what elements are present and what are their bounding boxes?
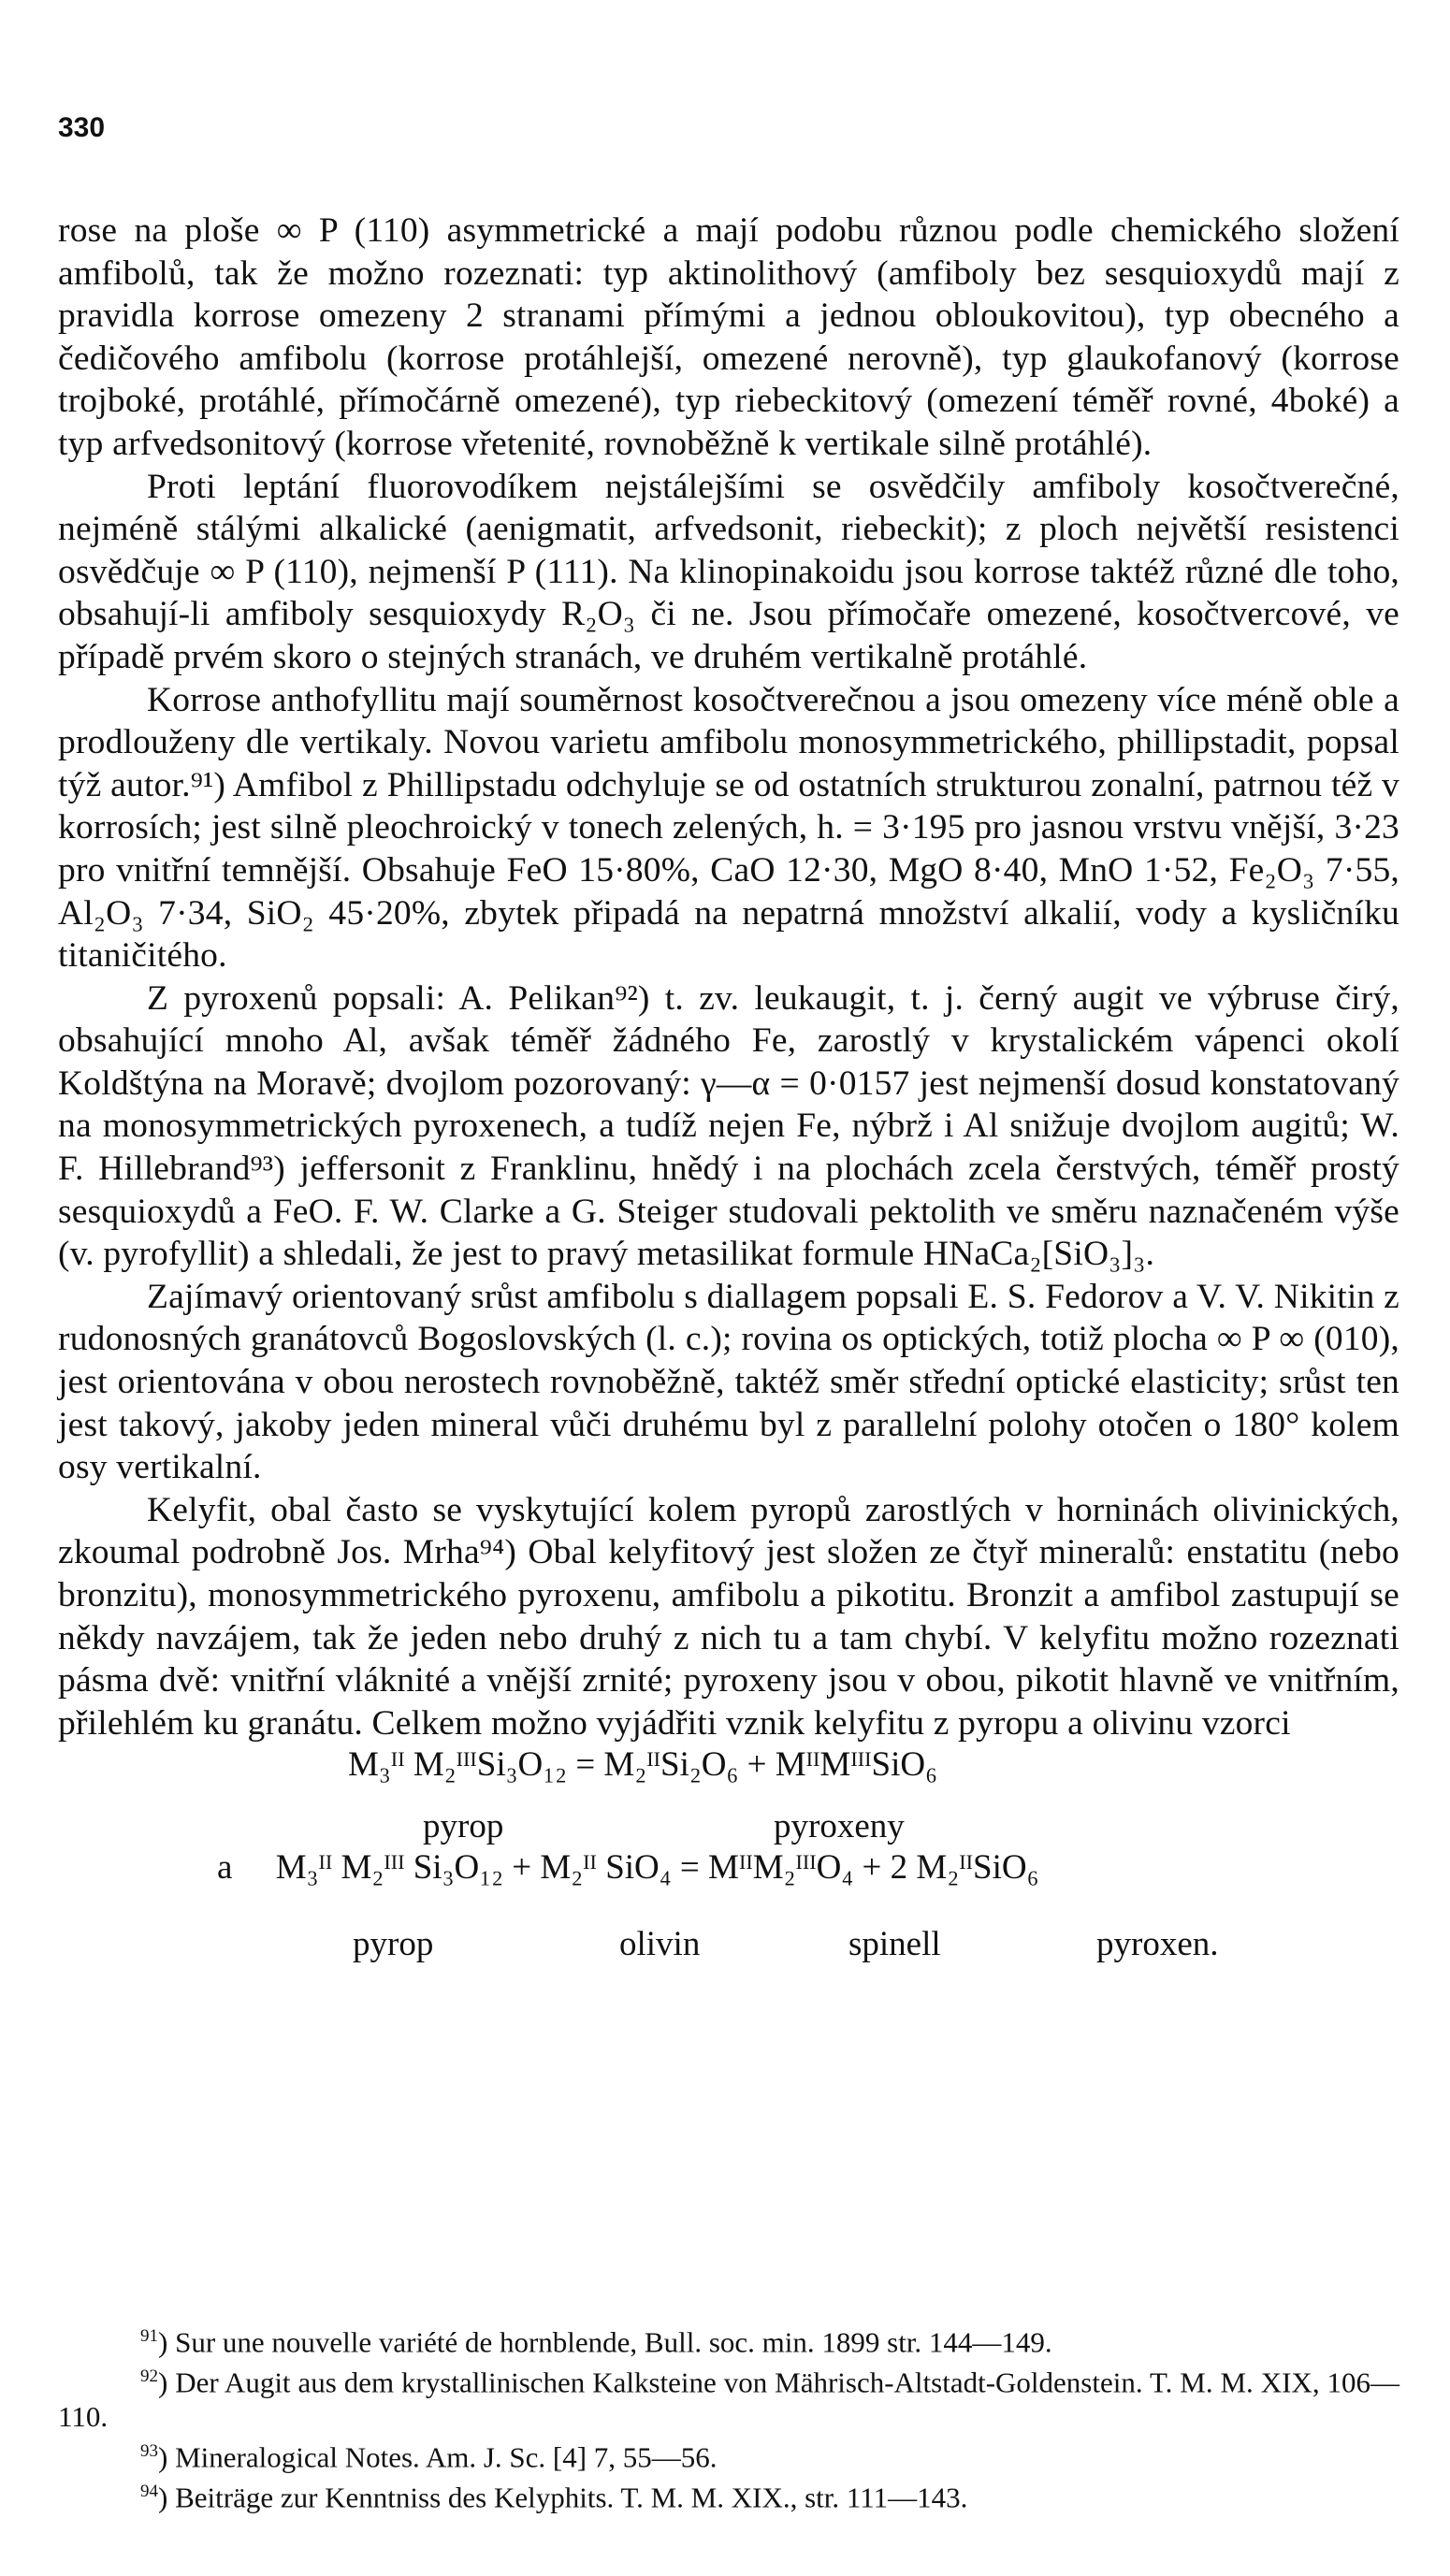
footnote-94: $^{94}$) Beiträge zur Kenntniss des Kelyphits. T. M. M. XIX., str. 111—143. xyxy=(140,2481,968,2514)
label-pyrop-2: pyrop xyxy=(353,1925,434,1964)
main-text xyxy=(58,210,1399,1978)
label-pyrop-1: pyrop xyxy=(423,1807,504,1846)
paragraph-1: rose na ploše ∞ P (110) asymmetrické a mají podobu různou podle chemického složení amfibolů, tak že možno rozeznati: typ aktinolithový (amfiboly bez sesquioxydů mají z pravidla korrose omezeny 2 stranami přímými a jednou obloukovitou), typ obecného a čedičového amfibolu (korrose protáhlejší, omezené nerovně), typ glaukofanový (korrose trojboké, protáhlé, přímočárně omezené), typ riebeckitový (omezení téměř rovné, 4boké) a typ arfvedsonitový (korrose vřetenité, rovnoběžně k vertikale silně protáhlé). xyxy=(58,211,1399,463)
paragraph-2: Proti leptání fluorovodíkem nejstálejšími se osvědčily amfiboly kosočtverečné, nejméně stálými alkalické (aenigmatit, arfvedsonit, riebeckit); z ploch největší resistenci osvědčuje ∞ P (110), nejmenší P (111). Na klinopinakoidu jsou korrose taktéž různé dle toho, obsahují-li amfiboly sesquioxydy R₂O₃ či ne. Jsou přímočaře omezené, kosočtvercové, ve případě prvém skoro o stejných stranách, ve druhém vertikalně protáhlé. xyxy=(58,467,1399,676)
paragraph-4: Z pyroxenů popsali: A. Pelikan⁹²) t. zv. leukaugit, t. j. černý augit ve výbruse čirý, obsahující mnoho Al, avšak téměř žádného Fe, zarostlý v krystalickém vápenci okolí Koldštýna na Moravě; dvojlom pozorovaný: γ—α = 0·0157 jest nejmenší dosud konstatovaný na monosymmetrických pyroxenech, a tudíž nejen Fe, nýbrž i Al snižuje dvojlom augitů; W. F. Hillebrand⁹³) jeffersonit z Franklinu, hnědý i na plochách zcela čerstvých, téměř prostý sesquioxydů a FeO. F. W. Clarke a G. Steiger studovali pektolith ve směru naznačeném výše (v. pyrofyllit) a shledali, že jest to pravý metasilikat formule HNaCa₂[SiO₃]₃. xyxy=(58,978,1399,1274)
footnote-mark: 92 xyxy=(140,2366,158,2387)
footnote-93: $^{93}$) Mineralogical Notes. Am. J. Sc. [4] 7, 55—56. xyxy=(140,2439,718,2473)
footnotes xyxy=(58,2320,1399,2515)
footnote-text: Beiträge zur Kenntniss des Kelyphits. T. M. M. XIX., str. 111—143. xyxy=(175,2481,968,2514)
footnote-92: $^{92}$) Der Augit aus dem krystallinischen Kalksteine von Mährisch-Altstadt-Goldenstein. T. M. M. XIX, 106—110. xyxy=(58,2366,1399,2433)
paragraph-3: Korrose anthofyllitu mají souměrnost kosočtverečnou a jsou omezeny více méně oble a prodlouženy dle vertikaly. Novou varietu amfibolu monosymmetrického, phillipstadit, popsal týž autor.⁹¹) Amfibol z Phillipstadu odchyluje se od ostatních strukturou zonalní, patrnou též v korrosích; jest silně pleochroický v tonech zelených, h. = 3·195 pro jasnou vrstvu vnější, 3·23 pro vnitřní temnější. Obsahuje FeO 15·80%, CaO 12·30, MgO 8·40, MnO 1·52, Fe₂O₃ 7·55, Al₂O₃ 7·34, SiO₂ 45·20%, zbytek připadá na nepatrná množství alkalií, vody a kysličníku titaničitého. xyxy=(58,680,1399,976)
footnote-mark: 91 xyxy=(140,2326,158,2346)
formula-line-1: M₃ᴵᴵ M₂ᴵᴵᴵSi₃O₁₂ = M₂ᴵᴵSi₂O₆ + MᴵᴵMᴵᴵᴵSiO₆ xyxy=(348,1745,937,1785)
footnote-mark: 93 xyxy=(140,2440,158,2461)
label-pyroxen: pyroxen. xyxy=(1096,1925,1219,1964)
label-pyroxeny: pyroxeny xyxy=(774,1807,905,1846)
footnote-text: Der Augit aus dem krystallinischen Kalksteine von Mährisch-Altstadt-Goldenstein. T. M. M. XIX, 106—110. xyxy=(58,2366,1399,2433)
footnote-mark: 94 xyxy=(140,2481,158,2501)
label-spinell: spinell xyxy=(848,1925,941,1964)
formula-line-2 xyxy=(217,1847,1038,1888)
footnote-91: $^{91}$) Sur une nouvelle variété de hornblende, Bull. soc. min. 1899 str. 144—149. xyxy=(140,2325,1052,2359)
formula-line-2-body: M₃ᴵᴵ M₂ᴵᴵᴵ Si₃O₁₂ + M₂ᴵᴵ SiO₄ = MᴵᴵM₂ᴵᴵᴵO₄ + 2 M₂ᴵᴵSiO₆ xyxy=(275,1848,1039,1888)
chemical-formula-block xyxy=(58,1744,1399,1978)
paragraph-5: Zajímavý orientovaný srůst amfibolu s diallagem popsali E. S. Fedorov a V. V. Nikitin z rudonosných granátovců Bogoslovských (l. c.); rovina os optických, totiž plocha ∞ P ∞ (010), jest orientována v obou nerostech rovnoběžně, taktéž směr střední optické elasticity; srůst ten jest takový, jakoby jeden mineral vůči druhému byl z parallelní polohy otočen o 180° kolem osy vertikalní. xyxy=(58,1277,1399,1487)
footnote-text: Sur une nouvelle variété de hornblende, Bull. soc. min. 1899 str. 144—149. xyxy=(175,2325,1052,2359)
paragraph-6: Kelyfit, obal často se vyskytující kolem pyropů zarostlých v horninách olivinických, zkoumal podrobně Jos. Mrha⁹⁴) Obal kelyfitový jest složen ze čtyř mineralů: enstatitu (nebo bronzitu), monosymmetrického pyroxenu, amfibolu a pikotitu. Bronzit a amfibol zastupují se někdy navzájem, tak že jeden nebo druhý z nich tu a tam chybí. V kelyfitu možno rozeznati pásma dvě: vnitřní vláknité a vnější zrnité; pyroxeny jsou v obou, pikotit hlavně ve vnitřním, přilehlém ku granátu. Celkem možno vyjádřiti vznik kelyfitu z pyropu a olivinu vzorci xyxy=(58,1490,1399,1743)
label-olivin: olivin xyxy=(619,1925,701,1964)
page-number: 330 xyxy=(58,112,106,143)
footnote-text: Mineralogical Notes. Am. J. Sc. [4] 7, 55—56. xyxy=(175,2439,718,2473)
formula-line-2-prefix: a xyxy=(217,1848,233,1888)
